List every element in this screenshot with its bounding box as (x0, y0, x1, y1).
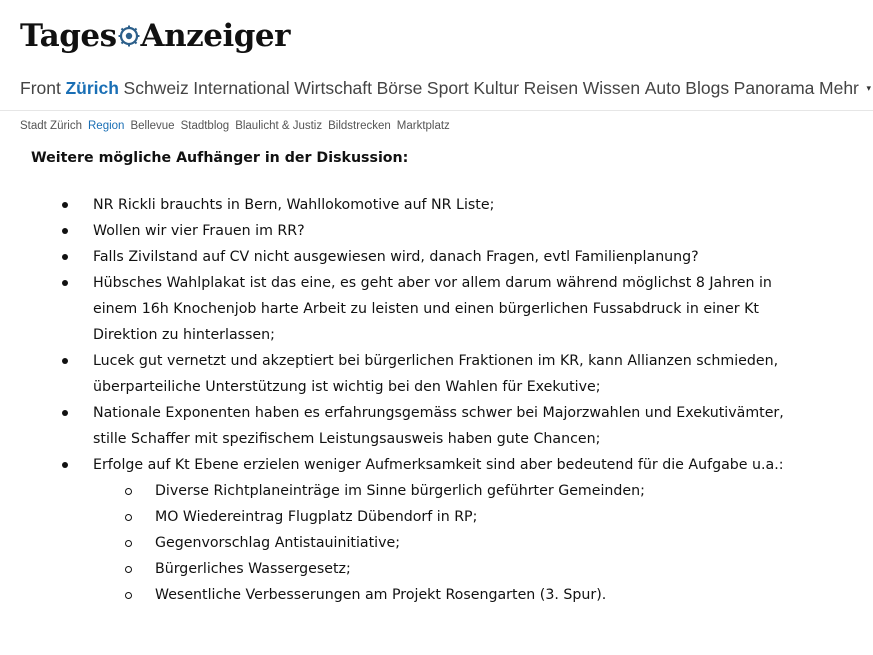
bullet-dot-icon (62, 462, 68, 468)
list-item (0, 348, 784, 400)
subnav-item-stadtblog[interactable]: Stadtblog (180, 120, 230, 132)
sub-list-item-text: Bürgerliches Wassergesetz; (155, 561, 351, 577)
bullet-circle-icon (125, 514, 132, 521)
bullet-dot-icon (62, 358, 68, 364)
nav-item-schweiz[interactable]: Schweiz (123, 78, 189, 98)
bullet-dot-icon (62, 228, 68, 234)
logo-text-right: Anzeiger (140, 18, 290, 54)
nav-item-boerse[interactable]: Börse (376, 78, 423, 98)
nav-item-mehr[interactable]: Mehr (819, 78, 859, 98)
nav-item-auto[interactable]: Auto (644, 78, 681, 98)
document-heading: Weitere mögliche Aufhänger in der Diskussion: (31, 150, 409, 166)
nav-item-international[interactable]: International (193, 78, 290, 98)
nav-item-kultur[interactable]: Kultur (473, 78, 520, 98)
list-item (0, 244, 784, 270)
list-item (0, 192, 784, 218)
sub-list-item (93, 530, 784, 556)
list-item-text: Erfolge auf Kt Ebene erzielen weniger Aufmerksamkeit sind aber bedeutend für die Aufgabe u.a.: (93, 457, 784, 473)
main-navigation (20, 78, 871, 99)
subnav-item-stadt-zuerich[interactable]: Stadt Zürich (20, 120, 82, 132)
sub-list-item (93, 582, 784, 608)
bullet-dot-icon (62, 410, 68, 416)
subnav-item-bildstrecken[interactable]: Bildstrecken (328, 120, 391, 132)
nav-item-reisen[interactable]: Reisen (523, 78, 579, 98)
sub-list (93, 478, 784, 608)
bullet-circle-icon (125, 488, 132, 495)
tagesanzeiger-star-mark-icon (118, 25, 140, 47)
caret-down-icon[interactable]: ▾ (866, 83, 872, 93)
nav-item-wissen[interactable]: Wissen (582, 78, 641, 98)
list-item-text: Wollen wir vier Frauen im RR? (93, 223, 305, 239)
nav-item-zuerich[interactable]: Zürich (65, 78, 119, 98)
subnav-item-blaulicht-justiz[interactable]: Blaulicht & Justiz (235, 120, 323, 132)
site-logo[interactable] (20, 16, 290, 56)
list-item-text: NR Rickli brauchts in Bern, Wahllokomotive auf NR Liste; (93, 197, 495, 213)
subnav-item-bellevue[interactable]: Bellevue (130, 120, 175, 132)
sub-navigation (20, 120, 456, 132)
list-item (0, 270, 784, 348)
sub-list-item-text: Gegenvorschlag Antistauinitiative; (155, 535, 401, 551)
list-item (0, 400, 784, 452)
list-item (0, 218, 784, 244)
nav-item-panorama[interactable]: Panorama (733, 78, 815, 98)
list-item-text: Lucek gut vernetzt und akzeptiert bei bürgerlichen Fraktionen im KR, kann Allianzen schmieden, (93, 353, 779, 369)
subnav-item-region[interactable]: Region (88, 120, 125, 132)
sub-list-item-text: Wesentliche Verbesserungen am Projekt Rosengarten (3. Spur). (155, 587, 607, 603)
nav-item-blogs[interactable]: Blogs (685, 78, 730, 98)
list-item-text: stille Schaffer mit spezifischem Leistungsausweis haben gute Chancen; (93, 431, 601, 447)
sub-list-item (93, 556, 784, 582)
bullet-circle-icon (125, 566, 132, 573)
nav-item-sport[interactable]: Sport (426, 78, 469, 98)
logo-text-left: Tages (20, 18, 117, 54)
bullet-dot-icon (62, 254, 68, 260)
bullet-dot-icon (62, 202, 68, 208)
list-item-text: Nationale Exponenten haben es erfahrungsgemäss schwer bei Majorzwahlen und Exekutivämter, (93, 405, 784, 421)
subnav-item-marktplatz[interactable]: Marktplatz (396, 120, 450, 132)
list-item-text: überparteiliche Unterstützung ist wichtig bei den Wahlen für Exekutive; (93, 379, 601, 395)
bullet-circle-icon (125, 540, 132, 547)
bullet-circle-icon (125, 592, 132, 599)
nav-item-wirtschaft[interactable]: Wirtschaft (294, 78, 373, 98)
bullet-list (0, 192, 784, 608)
list-item-text: einem 16h Knochenjob harte Arbeit zu leisten und einen bürgerlichen Fussabdruck in einer Kt (93, 301, 759, 317)
list-item-text: Falls Zivilstand auf CV nicht ausgewiesen wird, danach Fragen, evtl Familienplanung? (93, 249, 699, 265)
nav-divider (0, 110, 873, 111)
sub-list-item-text: Diverse Richtplaneinträge im Sinne bürgerlich geführter Gemeinden; (155, 483, 645, 499)
sub-list-item (93, 504, 784, 530)
sub-list-item-text: MO Wiedereintrag Flugplatz Dübendorf in RP; (155, 509, 478, 525)
nav-item-front[interactable]: Front (20, 78, 61, 98)
list-item (0, 452, 784, 608)
bullet-dot-icon (62, 280, 68, 286)
list-item-text: Direktion zu hinterlassen; (93, 327, 275, 343)
sub-list-item (93, 478, 784, 504)
list-item-text: Hübsches Wahlplakat ist das eine, es geht aber vor allem darum während möglichst 8 Jahren in (93, 275, 772, 291)
